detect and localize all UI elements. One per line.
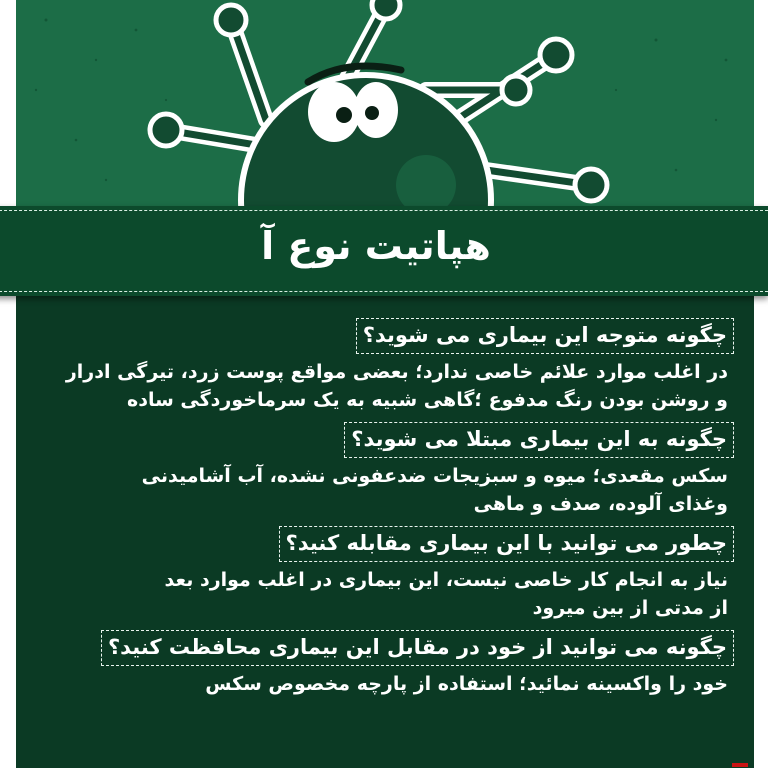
faq-answer-line: از مدتی از بین میرود bbox=[532, 597, 728, 619]
alert-badge bbox=[732, 763, 748, 767]
faq-question-wrap bbox=[34, 422, 734, 458]
hero-illustration bbox=[16, 0, 754, 210]
faq-answer bbox=[34, 566, 734, 622]
footer-cutoff bbox=[48, 750, 748, 772]
virus-icon bbox=[16, 0, 754, 210]
faq-question-wrap bbox=[34, 526, 734, 562]
faq-answer-line: نیاز به انجام کار خاصی نیست، این بیماری در اغلب موارد بعد bbox=[164, 569, 728, 591]
footer-text bbox=[726, 750, 732, 772]
faq-question: چگونه متوجه این بیماری می شوید؟ bbox=[356, 318, 734, 354]
title-banner bbox=[0, 206, 768, 296]
faq-question: چگونه می توانید از خود در مقابل این بیماری محافظت کنید؟ bbox=[101, 630, 734, 666]
faq-answer bbox=[34, 670, 734, 698]
faq-question-wrap bbox=[34, 318, 734, 354]
faq-question-wrap bbox=[34, 630, 734, 666]
page-title: هپاتیت نوع آ bbox=[261, 224, 491, 268]
faq-question: چطور می توانید با این بیماری مقابله کنید؟ bbox=[279, 526, 734, 562]
banner-top-stitch bbox=[0, 210, 768, 211]
faq-answer-line: خود را واکسینه نمائید؛ استفاده از پارچه مخصوص سکس bbox=[205, 673, 728, 695]
faq-answer-line: سکس مقعدی؛ میوه و سبزیجات ضدعفونی نشده، آب آشامیدنی bbox=[141, 465, 728, 487]
faq-answer bbox=[34, 462, 734, 518]
faq-content bbox=[34, 318, 734, 706]
banner-bottom-stitch bbox=[0, 291, 768, 292]
poster bbox=[16, 0, 754, 768]
faq-answer-line: وغذای آلوده، صدف و ماهی bbox=[473, 493, 728, 515]
faq-answer-line: در اغلب موارد علائم خاصی ندارد؛ بعضی مواقع پوست زرد، تیرگی ادرار bbox=[65, 361, 728, 383]
faq-question: چگونه به این بیماری مبتلا می شوید؟ bbox=[344, 422, 734, 458]
faq-answer-line: و روشن بودن رنگ مدفوع ؛گاهی شبیه به یک سرماخوردگی ساده bbox=[127, 389, 728, 411]
faq-answer bbox=[34, 358, 734, 414]
